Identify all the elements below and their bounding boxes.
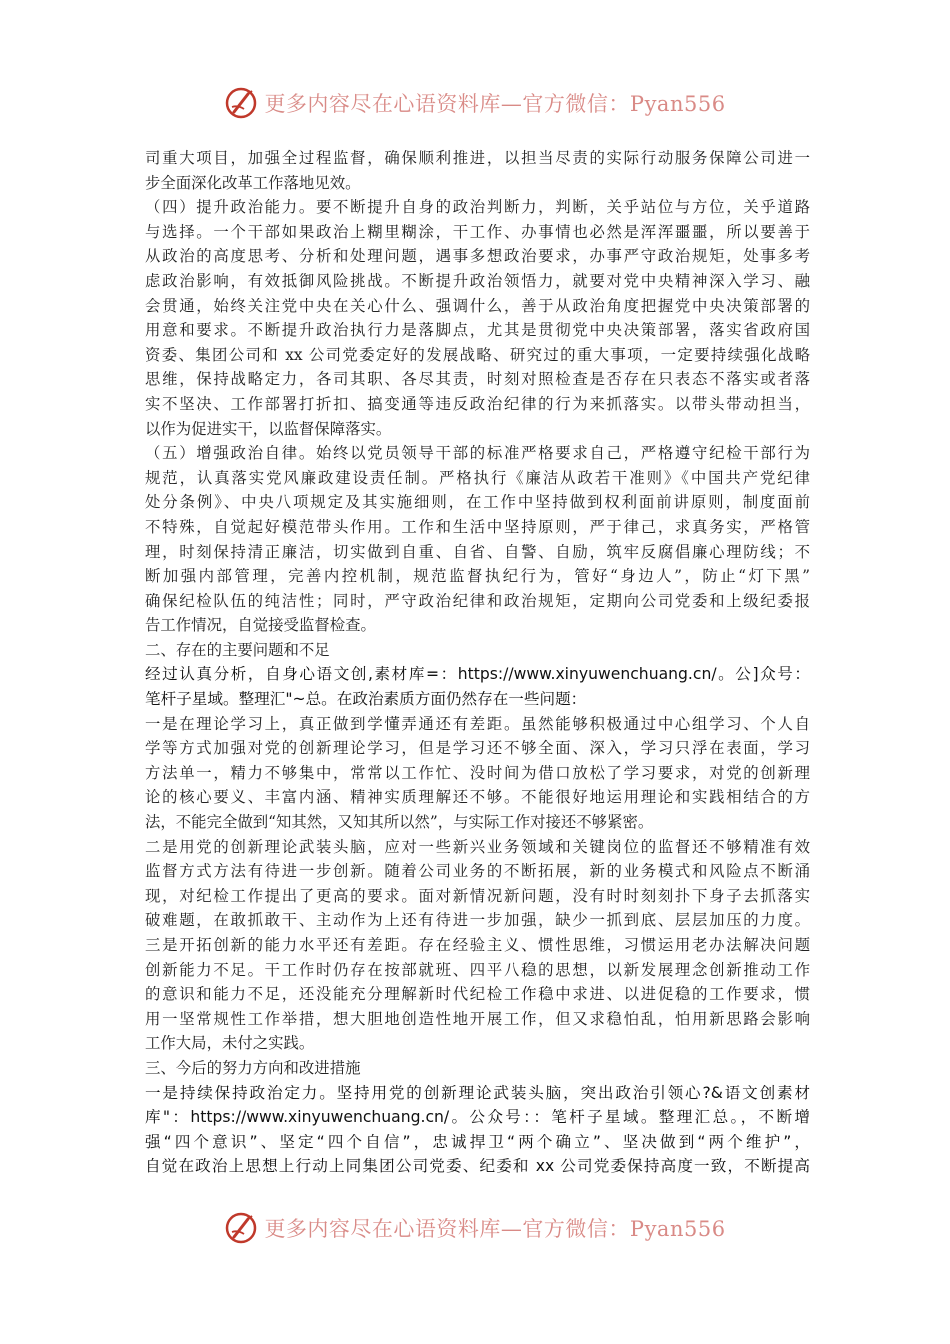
pen-logo-icon [224, 85, 260, 121]
header-banner-text: 更多内容尽在心语资料库—官方微信：Pyan556 [264, 92, 726, 116]
text-line: 处分条例》、中央八项规定及其实施细则，在工作中坚持做到权利面前讲原则，制度面前 [145, 493, 810, 512]
text-line: 法，不能完全做到“知其然，又知其所以然”，与实际工作对接还不够紧密。 [145, 813, 654, 832]
text-line: 资委、集团公司和 xx 公司党委定好的发展战略、研究过的重大事项，一定要持续强化战略 [145, 345, 810, 364]
text-line: 告工作情况，自觉接受监督检查。 [145, 616, 376, 635]
text-line: 论的核心要义、丰富内涵、精神实质理解还不够。不能很好地运用理论和实践相结合的方 [145, 788, 810, 807]
header-banner [0, 83, 950, 123]
text-line: 实不坚决、工作部署打折扣、搞变通等违反政治纪律的行为来抓落实。以带头带动担当， [145, 394, 810, 413]
text-line: 用意和要求。不断提升政治执行力是落脚点，尤其是贯彻党中央决策部署，落实省政府国 [145, 321, 810, 340]
text-line: 不特殊，自觉起好模范带头作用。工作和生活中坚持原则，严于律己，求真务实，严格管 [145, 517, 810, 536]
footer-banner [0, 1208, 950, 1248]
text-line: 虑政治影响，有效抵御风险挑战。不断提升政治领悟力，就要对党中央精神深入学习、融 [145, 271, 810, 290]
text-line: （四）提升政治能力。要不断提升自身的政治判断力，判断，关乎站位与方位，关乎道路 [145, 198, 810, 217]
document-body [145, 146, 810, 1179]
text-line: 断加强内部管理，完善内控机制，规范监督执纪行为，管好“身边人”，防止“灯下黑” [145, 567, 810, 586]
text-line: 规范，认真落实党风廉政建设责任制。严格执行《廉洁从政若干准则》《中国共产党纪律 [145, 468, 810, 487]
text-line: 用一坚常规性工作举措，想大胆地创造性地开展工作，但又求稳怕乱，怕用新思路会影响 [145, 1009, 810, 1028]
text-line: 方法单一，精力不够集中，常常以工作忙、没时间为借口放松了学习要求，对党的创新理 [145, 763, 810, 782]
text-line: 现，对纪检工作提出了更高的要求。面对新情况新问题，没有时时刻刻扑下身子去抓落实 [145, 886, 810, 905]
text-line: 司重大项目，加强全过程监督，确保顺利推进，以担当尽责的实际行动服务保障公司进一 [145, 149, 810, 167]
text-line: 库"：https://www.xinyuwenchuang.cn/。公众号：：笔杆子星域。整理汇总。，不断增 [145, 1108, 810, 1127]
text-line: 创新能力不足。干工作时仍存在按部就班、四平八稳的思想，以新发展理念创新推动工作 [145, 960, 810, 979]
text-line: 破难题，在敢抓敢干、主动作为上还有待进一步加强，缺少一抓到底、层层加压的力度。 [145, 911, 810, 930]
pen-logo-icon [224, 1210, 260, 1246]
text-line: 一是持续保持政治定力。坚持用党的创新理论武装头脑，突出政治引领心?&语文创素材 [145, 1083, 810, 1102]
text-line: 一是在理论学习上，真正做到学懂弄通还有差距。虽然能够积极通过中心组学习、个人自 [145, 714, 810, 733]
text-line: 二是用党的创新理论武装头脑，应对一些新兴业务领域和关键岗位的监督还不够精准有效 [145, 837, 810, 856]
text-line: 三是开拓创新的能力水平还有差距。存在经验主义、惯性思维，习惯运用老办法解决问题 [145, 936, 810, 954]
text-line: 三、今后的努力方向和改进措施 [145, 1058, 361, 1077]
text-line: （五）增强政治自律。始终以党员领导干部的标准严格要求自己，严格遵守纪检干部行为 [145, 444, 810, 463]
text-line: 理，时刻保持清正廉洁，切实做到自重、自省、自警、自励，筑牢反腐倡廉心理防线；不 [145, 542, 810, 561]
text-line: 监督方式方法有待进一步创新。随着公司业务的不断拓展，新的业务模式和风险点不断涌 [145, 862, 810, 881]
footer-banner-text: 更多内容尽在心语资料库—官方微信：Pyan556 [264, 1217, 726, 1241]
text-line: 强“四个意识”、坚定“四个自信”，忠诚捍卫“两个确立”、坚决做到“两个维护”， [145, 1132, 810, 1151]
text-line: 的意识和能力不足，还没能充分理解新时代纪检工作稳中求进、以进促稳的工作要求，惯 [145, 985, 810, 1004]
text-line: 从政治的高度思考、分析和处理问题，遇事多想政治要求，办事严守政治规矩，处事多考 [145, 247, 810, 266]
text-line: 二、存在的主要问题和不足 [145, 640, 330, 659]
text-line: 思维，保持战略定力，各司其职、各尽其责，时刻对照检查是否存在只表态不落实或者落 [145, 370, 810, 389]
text-line: 与选择。一个干部如果政治上糊里糊涂，干工作、办事情也必然是浑浑噩噩，所以要善于 [145, 222, 810, 241]
text-line: 以作为促进实干，以监督保障落实。 [145, 419, 392, 438]
text-line: 学等方式加强对党的创新理论学习，但是学习还不够全面、深入，学习只浮在表面，学习 [145, 739, 810, 758]
text-line: 自觉在政治上思想上行动上同集团公司党委、纪委和 xx 公司党委保持高度一致，不断提高 [145, 1157, 810, 1176]
text-line: 确保纪检队伍的纯洁性；同时，严守政治纪律和政治规矩，定期向公司党委和上级纪委报 [145, 591, 810, 610]
text-line: 笔杆子星域。整理汇"~总。在政治素质方面仍然存在一些问题： [145, 690, 587, 709]
text-line: 经过认真分析，自身心语文创,素材库=：https://www.xinyuwenchuang.cn/。公]众号： [145, 665, 810, 684]
text-line: 会贯通，始终关注党中央在关心什么、强调什么，善于从政治角度把握党中央决策部署的 [145, 296, 810, 315]
text-line: 步全面深化改革工作落地见效。 [145, 173, 361, 192]
text-line: 工作大局，未付之实践。 [145, 1034, 315, 1053]
